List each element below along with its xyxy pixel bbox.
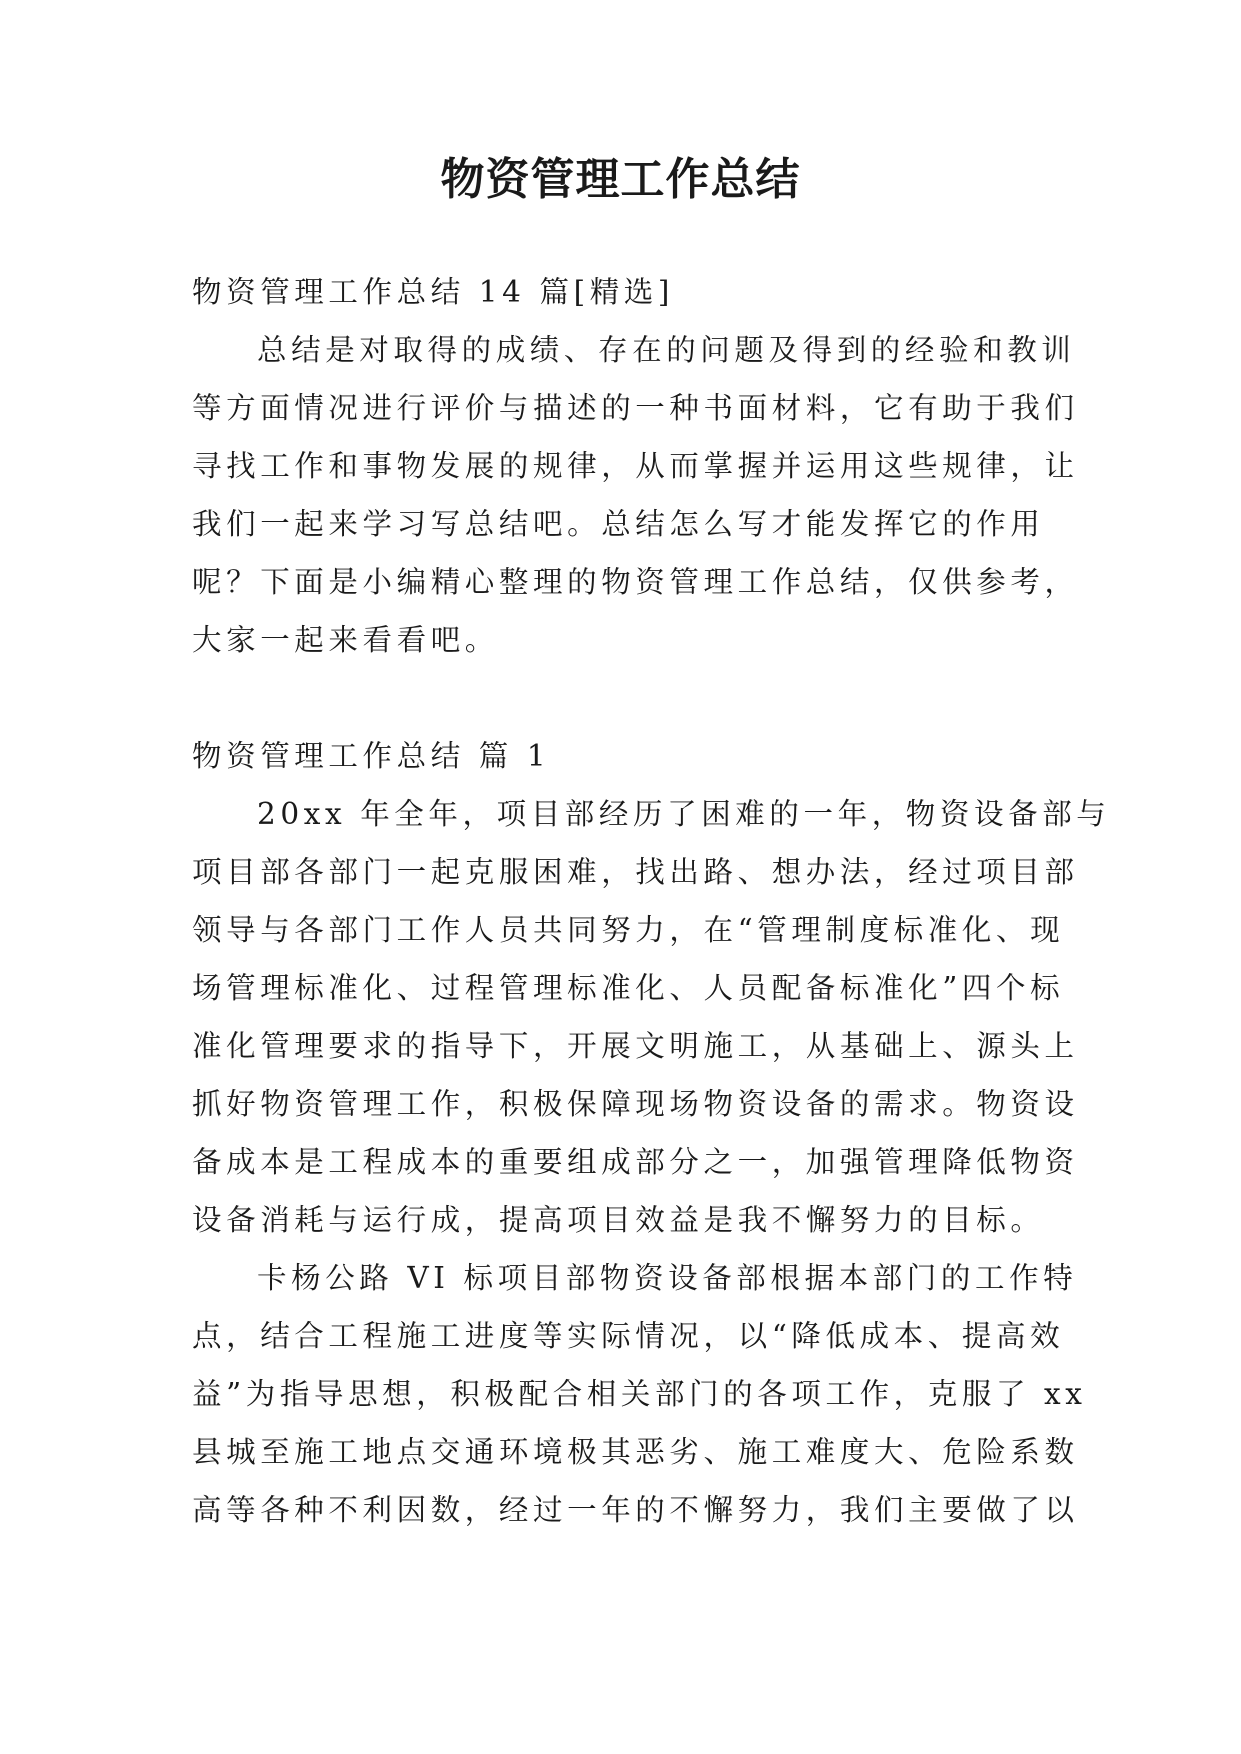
intro-paragraph-line: 我们一起来学习写总结吧。总结怎么写才能发挥它的作用	[192, 507, 1045, 541]
section-heading: 物资管理工作总结 篇 1	[192, 739, 551, 773]
section-paragraph-line: 领导与各部门工作人员共同努力，在“管理制度标准化、现	[192, 913, 1065, 947]
intro-paragraph-line: 寻找工作和事物发展的规律，从而掌握并运用这些规律，让	[192, 449, 1079, 483]
paragraph-spacer	[192, 669, 1072, 727]
intro-paragraph-line: 大家一起来看看吧。	[192, 623, 499, 657]
section-paragraph-line: 场管理标准化、过程管理标准化、人员配备标准化”四个标	[192, 971, 1065, 1005]
section-paragraph-line: 项目部各部门一起克服困难，找出路、想办法，经过项目部	[192, 855, 1079, 889]
intro-paragraph-line: 总结是对取得的成绩、存在的问题及得到的经验和教训	[257, 333, 1076, 367]
section-paragraph-line: 点，结合工程施工进度等实际情况，以“降低成本、提高效	[192, 1319, 1065, 1353]
section-paragraph-line: 备成本是工程成本的重要组成部分之一，加强管理降低物资	[192, 1145, 1079, 1179]
section-paragraph-line: 20xx 年全年，项目部经历了困难的一年，物资设备部与	[257, 797, 1111, 831]
section-paragraph-line: 高等各种不利因数，经过一年的不懈努力，我们主要做了以	[192, 1493, 1079, 1527]
section-paragraph-line: 准化管理要求的指导下，开展文明施工，从基础上、源头上	[192, 1029, 1079, 1063]
intro-paragraph-line: 呢？下面是小编精心整理的物资管理工作总结，仅供参考，	[192, 565, 1079, 599]
section-paragraph-line: 卡杨公路 VI 标项目部物资设备部根据本部门的工作特	[257, 1261, 1078, 1295]
intro-paragraph-line: 等方面情况进行评价与描述的一种书面材料，它有助于我们	[192, 391, 1079, 425]
section-paragraph-line: 抓好物资管理工作，积极保障现场物资设备的需求。物资设	[192, 1087, 1079, 1121]
section-paragraph-line: 益”为指导思想，积极配合相关部门的各项工作，克服了 xx	[192, 1377, 1087, 1411]
section-paragraph-line: 设备消耗与运行成，提高项目效益是我不懈努力的目标。	[192, 1203, 1045, 1237]
document-title: 物资管理工作总结	[440, 154, 801, 205]
document-body	[192, 263, 1111, 1539]
section-paragraph-line: 县城至施工地点交通环境极其恶劣、施工难度大、危险系数	[192, 1435, 1079, 1469]
subtitle-line: 物资管理工作总结 14 篇[精选]	[192, 275, 675, 309]
